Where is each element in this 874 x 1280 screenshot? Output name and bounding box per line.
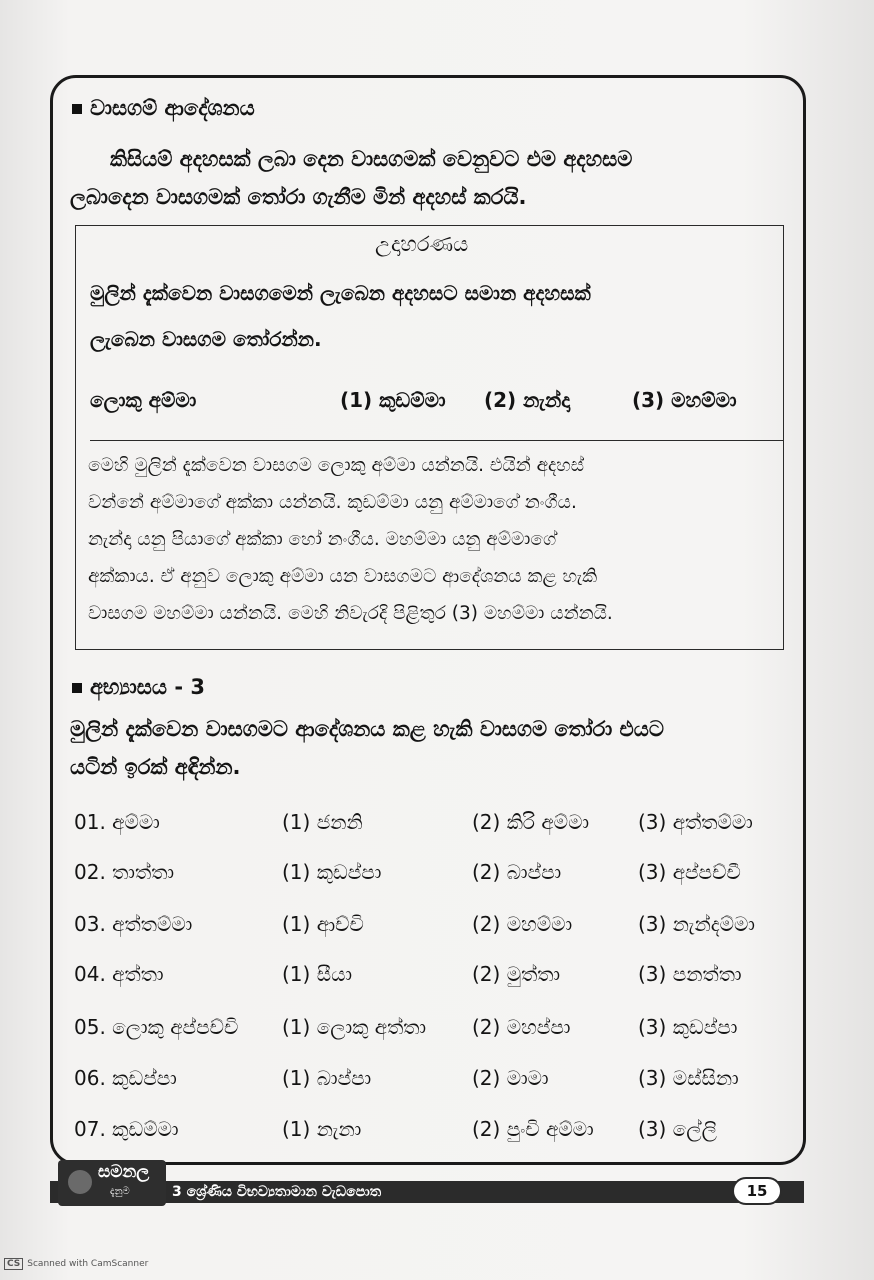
option-3[interactable]: (3) මස්සිනා <box>638 1066 739 1090</box>
exercise-heading <box>72 675 205 700</box>
logo-main-text: සමනල <box>98 1162 150 1182</box>
explanation-line: වාසගම මහම්මා යන්නයි. මෙහි නිවැරදි පිළිතුර (3) මහම්මා යන්නයි. <box>88 603 613 624</box>
question-row <box>74 810 794 850</box>
option-1[interactable]: (1) නැනා <box>282 1117 362 1141</box>
publisher-logo <box>58 1160 166 1206</box>
question-row <box>74 1015 794 1055</box>
definition-line-1: කිසියම් අදහසක් ලබා දෙන වාසගමක් වෙනුවට එම අදහසම <box>110 147 633 171</box>
square-bullet-icon <box>72 683 82 693</box>
question-row <box>74 912 794 952</box>
question-word: 03. අත්තම්මා <box>74 912 193 936</box>
explanation-line: අක්කාය. ඒ අනුව ලොකු අම්මා යන වාසගමට ආදේශනය කළ හැකි <box>88 566 598 587</box>
section-heading <box>72 96 255 121</box>
square-bullet-icon <box>72 104 82 114</box>
butterfly-icon <box>68 1170 92 1194</box>
question-word: 02. තාත්තා <box>74 860 175 884</box>
camscanner-badge: CS <box>4 1258 23 1270</box>
camscanner-text: Scanned with CamScanner <box>27 1259 149 1269</box>
exercise-instruction-line-2: යටින් ඉරක් අඳින්න. <box>70 755 241 779</box>
exercise-instruction-line-1: මුලින් දැක්වෙන වාසගමට ආදේශනය කළ හැකි වාසගම තෝරා එයට <box>70 717 664 741</box>
example-option-1: (1) කුඩම්මා <box>340 388 446 412</box>
example-option-3: (3) මහම්මා <box>632 388 737 412</box>
option-1[interactable]: (1) ආච්චි <box>282 912 364 936</box>
footer-title: 3 ශ්‍රේණිය විභව්‍යතාමාන වැඩපොත <box>172 1184 382 1200</box>
option-1[interactable]: (1) ලොකු අත්තා <box>282 1015 427 1039</box>
option-3[interactable]: (3) අත්තම්මා <box>638 810 753 834</box>
exercise-title: අභ්‍යාසය - 3 <box>90 675 205 699</box>
example-divider <box>90 440 784 441</box>
question-word: 05. ලොකු අප්පච්චි <box>74 1015 239 1039</box>
section-title: වාසගම් ආදේශනය <box>90 96 255 120</box>
example-option-2: (2) නැන්දා <box>484 388 571 412</box>
example-title: උදාහරණය <box>375 232 469 256</box>
option-3[interactable]: (3) නැන්දම්මා <box>638 912 755 936</box>
question-row <box>74 860 794 900</box>
option-1[interactable]: (1) ජනනි <box>282 810 363 834</box>
option-3[interactable]: (3) ලේලි <box>638 1117 717 1141</box>
explanation-line: මෙහි මුලින් දැක්වෙන වාසගම ලොකු අම්මා යන්නයි. එයින් අදහස් <box>88 455 585 476</box>
question-word: 04. අත්තා <box>74 962 164 986</box>
question-word: 07. කුඩම්මා <box>74 1117 179 1141</box>
option-1[interactable]: (1) කුඩප්පා <box>282 860 382 884</box>
option-2[interactable]: (2) කිරි අම්මා <box>472 810 590 834</box>
example-instruction-line-2: ලැබෙන වාසගම තෝරන්න. <box>90 327 322 351</box>
option-2[interactable]: (2) බාප්පා <box>472 860 562 884</box>
option-2[interactable]: (2) මුත්තා <box>472 962 561 986</box>
option-2[interactable]: (2) මහම්මා <box>472 912 573 936</box>
page-number: 15 <box>732 1177 782 1205</box>
option-3[interactable]: (3) පනත්තා <box>638 962 742 986</box>
option-2[interactable]: (2) මාමා <box>472 1066 549 1090</box>
scanner-watermark <box>4 1258 148 1270</box>
question-word: 06. කුඩප්පා <box>74 1066 177 1090</box>
explanation-line: වන්නේ අම්මාගේ අක්කා යන්නයි. කුඩම්මා යනු අම්මාගේ නංගීය. <box>88 492 577 513</box>
option-3[interactable]: (3) කුඩප්පා <box>638 1015 738 1039</box>
option-3[interactable]: (3) අප්පච්චී <box>638 860 741 884</box>
option-2[interactable]: (2) මහප්පා <box>472 1015 571 1039</box>
question-row <box>74 962 794 1002</box>
example-instruction-line-1: මුලින් දැක්වෙන වාසගමෙන් ලැබෙන අදහසට සමාන අදහසක් <box>90 281 591 305</box>
question-word: 01. අම්මා <box>74 810 160 834</box>
question-row <box>74 1066 794 1106</box>
example-word: ලොකු අම්මා <box>90 388 197 412</box>
definition-line-2: ලබාදෙන වාසගමක් තෝරා ගැනීම මින් අදහස් කරයි. <box>70 185 527 209</box>
option-1[interactable]: (1) සීයා <box>282 962 353 986</box>
option-2[interactable]: (2) පුංචි අම්මා <box>472 1117 594 1141</box>
option-1[interactable]: (1) බාප්පා <box>282 1066 372 1090</box>
logo-sub-text: දැනුම <box>110 1186 130 1197</box>
question-row <box>74 1117 794 1157</box>
explanation-line: නැන්දා යනු පියාගේ අක්කා හෝ නංගීය. මහම්මා යනු අම්මාගේ <box>88 529 557 550</box>
